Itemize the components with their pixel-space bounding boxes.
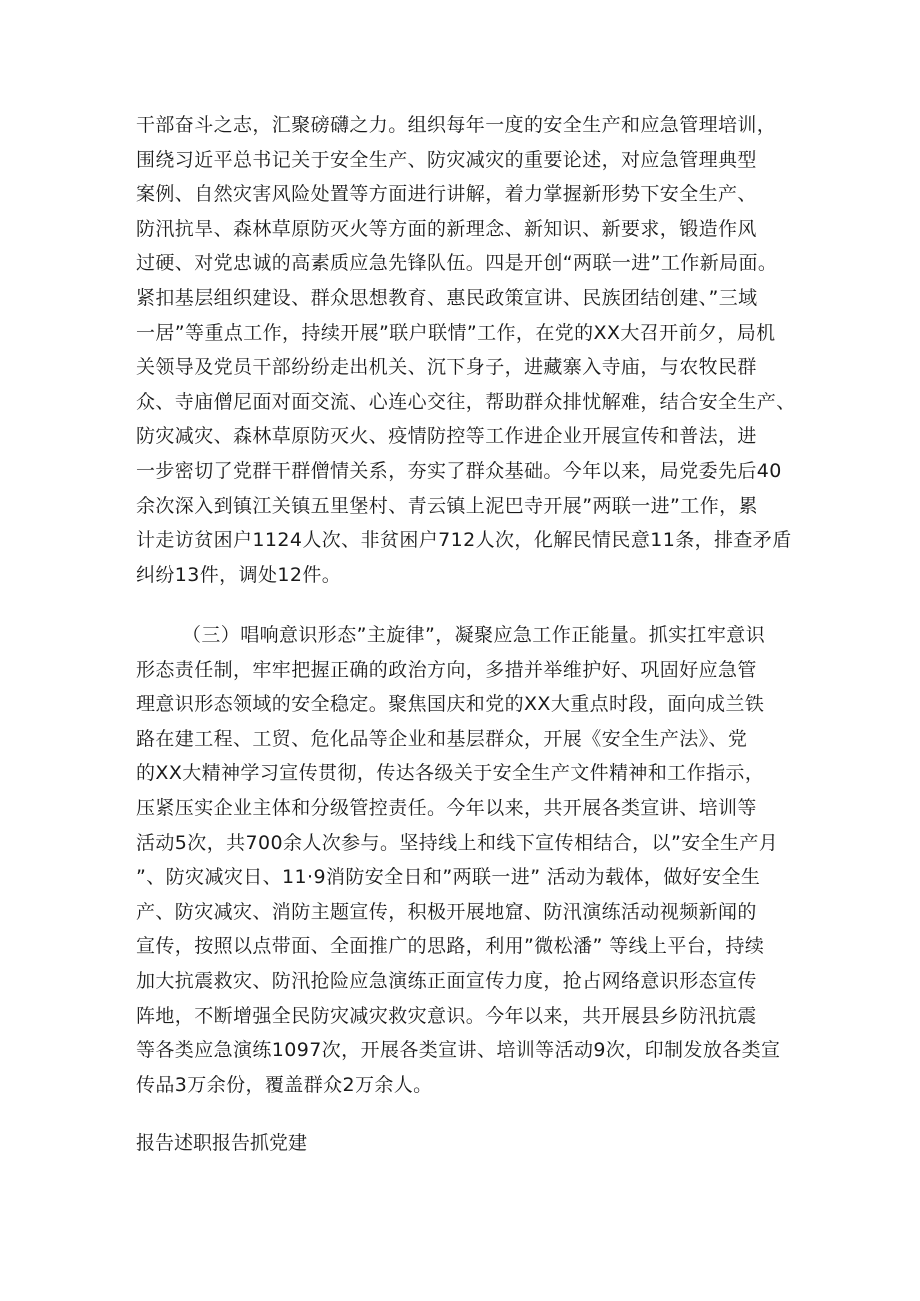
text-line: 紧扣基层组织建设、群众思想教育、惠民政策宣讲、民族团结创建、”三域: [136, 286, 758, 309]
text-line: 等各类应急演练1097次，开展各类宣讲、培训等活动9次，印制发放各类宣: [136, 1039, 781, 1062]
paragraph-2: [136, 618, 796, 1102]
text-line: 宣传，按照以点带面、全面推广的思路，利用”微松潘” 等线上平台，持续: [136, 935, 765, 958]
text-line: 防汛抗旱、森林草原防灭火等方面的新理念、新知识、新要求，锻造作风: [136, 217, 757, 240]
text-line: 活动5次，共700余人次参与。坚持线上和线下宣传相结合，以”安全生产月: [136, 831, 779, 854]
text-line: 路在建工程、工贸、危化品等企业和基层群众，开展《安全生产法》、党: [136, 727, 748, 750]
text-line: 过硬、对党忠诚的高素质应急先锋队伍。四是开创“两联一进”工作新局面。: [136, 252, 778, 275]
text-line: 余次深入到镇江关镇五里堡村、青云镇上泥巴寺开展”两联一进”工作，累: [136, 494, 758, 517]
text-line: 产、防灾减灾、消防主题宣传，积极开展地窟、防汛演练活动视频新闻的: [136, 900, 757, 923]
text-line: 关领导及党员干部纷纷走出机关、沉下身子，进藏寨入寺庙，与农牧民群: [136, 356, 757, 379]
text-line: 阵地，不断增强全民防灾减灾救灾意识。今年以来，共开展县乡防汛抗震: [136, 1004, 757, 1027]
text-line: 压紧压实企业主体和分级管控责任。今年以来，共开展各类宣讲、培训等: [136, 796, 757, 819]
text-line: 一步密切了党群干群僧情关系，夯实了群众基础。今年以来，局党委先后40: [136, 459, 782, 482]
text-line: 加大抗震救灾、防汛抢险应急演练正面宣传力度，抢占网络意识形态宣传: [136, 969, 757, 992]
paragraph-1: [136, 108, 796, 592]
text-line: 众、寺庙僧尼面对面交流、心连心交往，帮助群众排忧解难，结合安全生产、: [136, 390, 796, 413]
text-line: 一居”等重点工作，持续开展”联户联情”工作，在党的XX大召开前夕，局机: [136, 321, 776, 344]
text-line: 干部奋斗之志，汇聚磅礴之力。组织每年一度的安全生产和应急管理培训，: [136, 114, 777, 136]
text-line: 案例、自然灾害风险处置等方面进行讲解，着力掌握新形势下安全生产、: [136, 183, 757, 206]
text-line: （三）唱响意识形态”主旋律”，凝聚应急工作正能量。抓实扛牢意识: [182, 624, 766, 646]
text-line: 纠纷13件，调处12件。: [136, 563, 342, 586]
text-line: 的XX大精神学习宣传贯彻，传达各级关于安全生产文件精神和工作指示，: [136, 762, 765, 785]
text-line: ”、防灾减灾日、11·9消防安全日和”两联一进” 活动为载体，做好安全生: [136, 866, 761, 889]
text-line: 防灾减灾、森林草原防灭火、疫情防控等工作进企业开展宣传和普法，进: [136, 425, 757, 448]
footer-title: 报告述职报告抓党建: [136, 1132, 308, 1154]
text-line: 传品3万余份，覆盖群众2万余人。: [136, 1073, 433, 1096]
text-line: 围绕习近平总书记关于安全生产、防灾减灾的重要论述，对应急管理典型: [136, 148, 757, 171]
text-line: 计走访贫困户1124人次、非贫困户712人次，化解民情民意11条，排查矛盾: [136, 529, 792, 552]
text-line: 形态责任制，牢牢把握正确的政治方向，多措并举维护好、巩固好应急管: [136, 658, 757, 681]
text-line: 理意识形态领域的安全稳定。聚焦国庆和党的XX大重点时段，面向成兰铁: [136, 693, 765, 716]
